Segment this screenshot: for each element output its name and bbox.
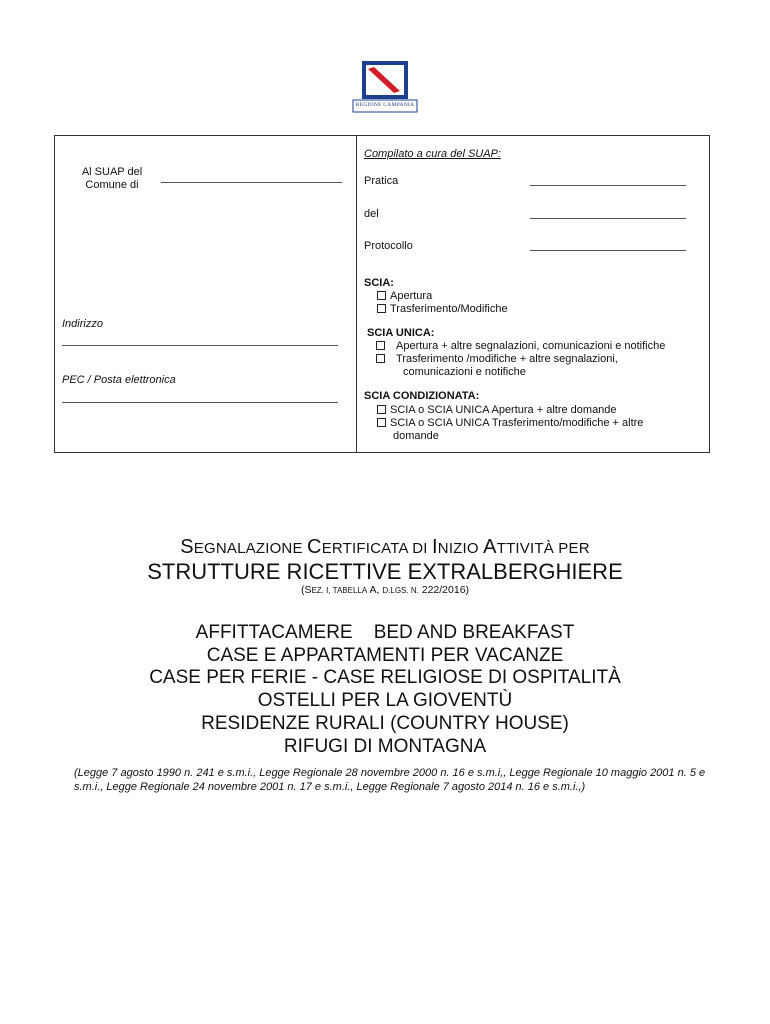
- del-label: del: [364, 208, 379, 220]
- title-cap: S: [180, 536, 194, 558]
- title-smallcaps: EGNALAZIONE: [193, 540, 308, 557]
- subtitle-part: ABELLA: [336, 586, 368, 595]
- scia-title: SCIA:: [364, 277, 394, 289]
- subtitle-part: A,: [367, 584, 383, 596]
- pratica-label: Pratica: [364, 175, 399, 187]
- scia-condizionata-option-trasferimento[interactable]: [377, 417, 643, 430]
- structure-type: CASE PER FERIE - CASE RELIGIOSE DI OSPITALITÀ: [149, 667, 621, 689]
- checkbox[interactable]: [377, 418, 386, 427]
- subtitle-part: 222/2016): [418, 584, 470, 596]
- recipient-line-1: Al SUAP del: [81, 166, 143, 178]
- suap-header: Compilato a cura del SUAP:: [364, 148, 501, 160]
- structure-type: AFFITTACAMERE BED AND BREAKFAST: [195, 622, 575, 643]
- protocollo-field[interactable]: [530, 250, 686, 251]
- structure-type: RESIDENZE RURALI (COUNTRY HOUSE): [201, 712, 569, 734]
- option-label: Apertura: [390, 290, 433, 302]
- subtitle-part: EZ. I, T: [311, 586, 337, 595]
- title-smallcaps: TTIVITÀ PER: [496, 540, 590, 557]
- document-title-line-1: [0, 536, 770, 559]
- option-label: Trasferimento /modifiche + altre segnalazioni,: [396, 353, 618, 365]
- scia-unica-option-trasferimento[interactable]: [376, 353, 618, 366]
- form-divider: [356, 135, 357, 453]
- option-label: Apertura + altre segnalazioni, comunicazioni e notifiche: [396, 340, 666, 352]
- recipient-line-2: Comune di: [85, 179, 139, 191]
- structure-type: RIFUGI DI MONTAGNA: [283, 735, 487, 757]
- scia-option-apertura[interactable]: [377, 290, 432, 303]
- checkbox[interactable]: [376, 341, 385, 350]
- subtitle-part: (S: [300, 584, 312, 596]
- legal-references: (Legge 7 agosto 1990 n. 241 e s.m.i., Legge Regionale 28 novembre 2000 n. 16 e s.m.i,, Legge Regionale 10 maggio 2001 n. 5 e s.m.i., Legge Regionale 24 novembre 2001 n. 17 e s.m.i., Legge Regionale 7 agosto 2014 n. 16 e s.m.i.,): [74, 767, 706, 793]
- option-label: Trasferimento/Modifiche: [390, 303, 508, 315]
- scia-condizionata-option-apertura[interactable]: [377, 404, 617, 417]
- pratica-field[interactable]: [530, 185, 686, 186]
- logo-text: REGIONE CAMPANIA: [355, 102, 415, 108]
- structure-types: [0, 622, 770, 758]
- address-field[interactable]: [62, 345, 338, 346]
- subtitle-part: D.LGS. N.: [382, 586, 419, 595]
- regione-campania-logo: [352, 60, 418, 116]
- scia-condizionata-option-trasferimento-cont: domande: [393, 430, 439, 442]
- address-label: Indirizzo: [62, 318, 103, 330]
- option-label: SCIA o SCIA UNICA Trasferimento/modifiche + altre: [390, 417, 644, 429]
- pec-label: PEC / Posta elettronica: [62, 374, 176, 386]
- structure-type: OSTELLI PER LA GIOVENTÙ: [257, 690, 513, 712]
- option-label: SCIA o SCIA UNICA Apertura + altre domande: [390, 404, 617, 416]
- checkbox[interactable]: [377, 405, 386, 414]
- comune-field[interactable]: [161, 182, 342, 183]
- title-cap: C: [307, 536, 322, 558]
- checkbox[interactable]: [376, 354, 385, 363]
- recipient-label: [72, 166, 152, 192]
- document-title-line-2: STRUTTURE RICETTIVE EXTRALBERGHIERE: [147, 559, 623, 584]
- scia-unica-title: SCIA UNICA:: [367, 327, 435, 339]
- scia-option-trasferimento[interactable]: [377, 303, 508, 316]
- title-smallcaps: ERTIFICATA DI: [321, 540, 433, 557]
- del-field[interactable]: [530, 218, 686, 219]
- title-cap: A: [483, 536, 497, 558]
- title-cap: I: [432, 536, 438, 558]
- pec-field[interactable]: [62, 402, 338, 403]
- protocollo-label: Protocollo: [364, 240, 413, 252]
- scia-unica-option-apertura[interactable]: [376, 340, 665, 353]
- scia-unica-option-trasferimento-cont: comunicazioni e notifiche: [403, 366, 526, 378]
- document-subtitle: [0, 584, 770, 596]
- structure-type: CASE E APPARTAMENTI PER VACANZE: [206, 644, 564, 666]
- checkbox[interactable]: [377, 304, 386, 313]
- checkbox[interactable]: [377, 291, 386, 300]
- scia-condizionata-title: SCIA CONDIZIONATA:: [364, 390, 480, 402]
- title-smallcaps: NIZIO: [437, 540, 484, 557]
